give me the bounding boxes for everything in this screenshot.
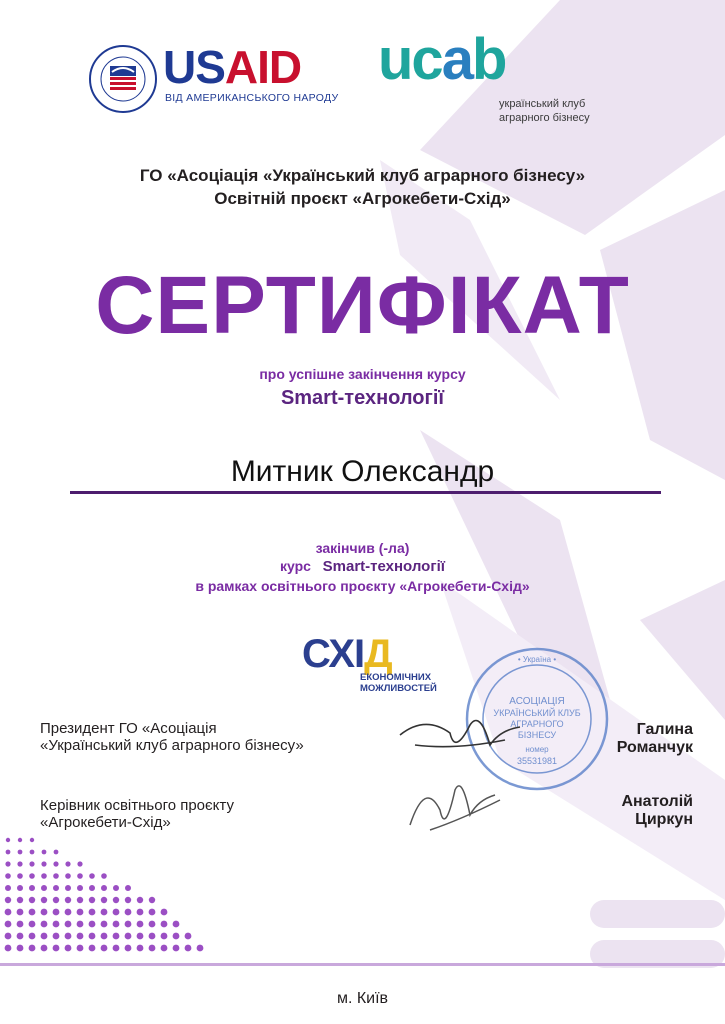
president-first-name: Галина xyxy=(636,721,693,738)
lead-title-line2: «Агрокебети-Схід» xyxy=(40,814,171,831)
framework-text: в рамках освітнього проєкту «Агрокебети-Схід» xyxy=(195,578,530,594)
svg-text:35531981: 35531981 xyxy=(516,756,558,766)
skhid-wordmark: СХІД xyxy=(302,632,392,676)
recipient-name: Митник Олександр xyxy=(230,455,495,488)
name-underline xyxy=(70,491,661,494)
project-name: Освітній проєкт «Агрокебети-Схід» xyxy=(214,189,511,208)
certificate-subtitle: про успішне закінчення курсу xyxy=(259,366,466,382)
signature-president xyxy=(395,705,525,760)
skhid-subtitle: ЕКОНОМІЧНИХ МОЖЛИВОСТЕЙ xyxy=(360,672,437,694)
lead-title-line1: Керівник освітнього проєкту xyxy=(40,797,234,814)
organization-name: ГО «Асоціація «Український клуб аграрного бізнесу» xyxy=(139,166,586,185)
lead-first-name: Анатолій xyxy=(621,793,693,810)
lead-last-name: Циркун xyxy=(635,811,693,828)
svg-text:УКРАЇНСЬКИЙ КЛУБ: УКРАЇНСЬКИЙ КЛУБ xyxy=(493,708,581,718)
usaid-subtitle: ВІД АМЕРИКАНСЬКОГО НАРОДУ xyxy=(165,92,339,104)
svg-text:номер: номер xyxy=(525,745,549,754)
certificate-title: СЕРТИФІКАТ xyxy=(95,260,630,351)
dot-pattern xyxy=(5,838,204,952)
svg-text:• Україна •: • Україна • xyxy=(517,655,557,664)
svg-text:БІЗНЕСУ: БІЗНЕСУ xyxy=(517,730,557,740)
svg-text:АСОЦІАЦІЯ: АСОЦІАЦІЯ xyxy=(509,696,565,707)
city: м. Київ xyxy=(336,990,389,1007)
president-title-line2: «Український клуб аграрного бізнесу» xyxy=(40,737,304,754)
usaid-wordmark: USAID xyxy=(163,41,302,93)
president-last-name: Романчук xyxy=(616,739,693,756)
course-name: Smart-технології xyxy=(280,387,445,409)
svg-text:АГРАРНОГО: АГРАРНОГО xyxy=(510,719,564,729)
usaid-seal-icon xyxy=(88,44,158,114)
ucab-wordmark: ucab xyxy=(378,27,506,92)
completed-text: закінчив (-ла) xyxy=(315,540,410,556)
course-line: курс Smart-технології xyxy=(280,558,445,575)
president-title-line1: Президент ГО «Асоціація xyxy=(40,720,217,737)
signature-project-lead xyxy=(400,770,510,845)
ucab-subtitle: український клуб аграрного бізнесу xyxy=(499,98,590,124)
